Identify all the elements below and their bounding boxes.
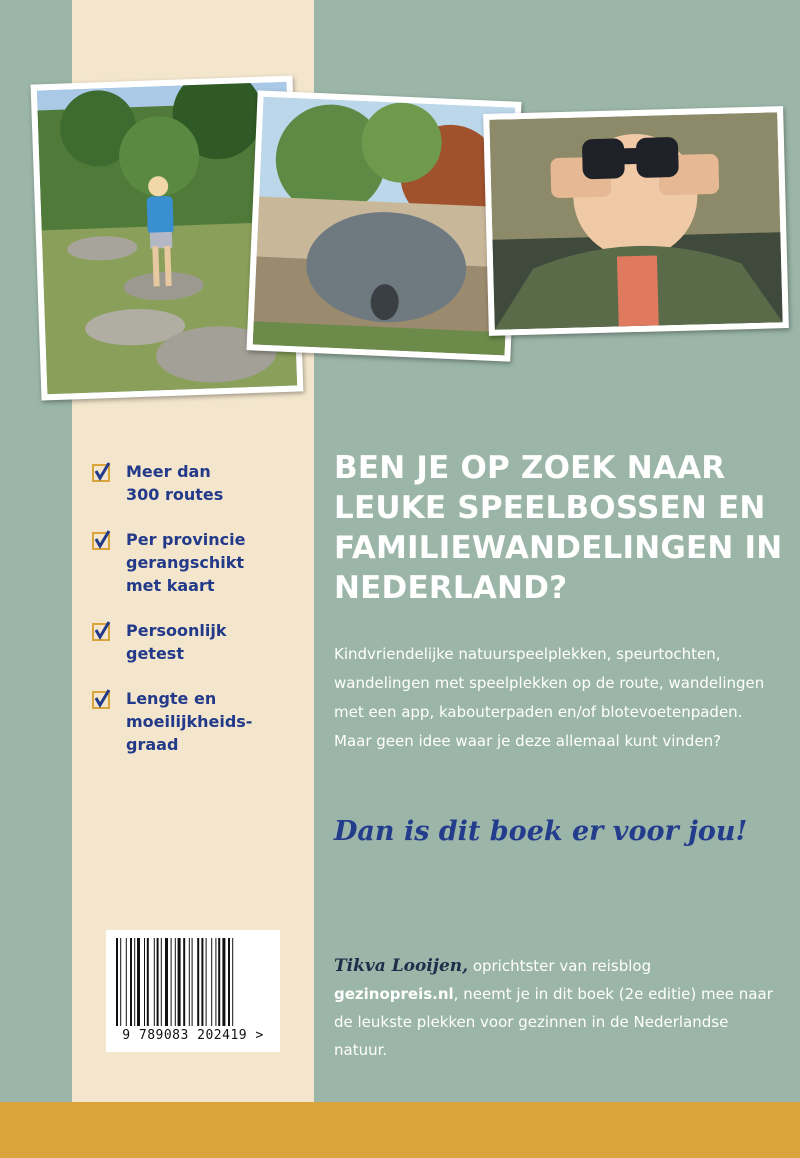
checkmark-icon xyxy=(92,530,112,550)
barcode-bar xyxy=(116,938,118,1026)
barcode-bar xyxy=(183,938,185,1026)
checkmark-icon xyxy=(92,621,112,641)
barcode-bar xyxy=(157,938,159,1026)
feature-text: Meer dan 300 routes xyxy=(126,462,224,504)
author-site: gezinopreis.nl xyxy=(334,985,454,1003)
barcode-bar xyxy=(130,938,132,1026)
barcode xyxy=(106,930,280,1052)
feature-text: Persoonlijk getest xyxy=(126,621,227,663)
intro-paragraph: Kindvriendelijke natuurspeelplekken, speurtochten, wandelingen met speelplekken op de route, wandelingen met een app, kabouterpaden en/of blotevoetenpaden. Maar geen idee waar je deze allemaal kunt vinden? xyxy=(334,645,765,750)
barcode-bar xyxy=(175,938,176,1026)
barcode-bar xyxy=(206,938,207,1026)
barcode-bar xyxy=(215,938,216,1026)
feature-item xyxy=(92,528,302,597)
barcode-bar xyxy=(189,938,190,1026)
photo-child-binoculars xyxy=(483,106,789,336)
author-role: oprichtster van reisblog xyxy=(468,957,652,975)
barcode-bar xyxy=(137,938,140,1026)
barcode-bar xyxy=(178,938,181,1026)
bottom-bar xyxy=(0,1102,800,1158)
barcode-bar xyxy=(120,938,121,1026)
barcode-bar xyxy=(126,938,127,1026)
barcode-bar xyxy=(192,938,193,1026)
barcode-bar xyxy=(228,938,230,1026)
barcode-bar xyxy=(154,938,155,1026)
author-paragraph xyxy=(334,952,774,1064)
barcode-bar xyxy=(144,938,145,1026)
barcode-bar xyxy=(211,938,212,1026)
tagline: Dan is dit boek er voor jou! xyxy=(334,816,748,847)
barcode-bars xyxy=(116,938,270,1026)
barcode-bar xyxy=(218,938,220,1026)
feature-list xyxy=(92,460,302,778)
photo-play-structure xyxy=(246,90,521,361)
author-name: Tikva Looijen, xyxy=(334,956,469,976)
author-rest: , neemt je in dit boek (2e editie) mee naar de leukste plekken voor gezinnen in de Nederlandse natuur. xyxy=(334,985,773,1059)
barcode-bar xyxy=(197,938,199,1026)
barcode-bar xyxy=(201,938,203,1026)
checkmark-icon xyxy=(92,462,112,482)
barcode-bar xyxy=(161,938,162,1026)
barcode-bar xyxy=(147,938,149,1026)
headline: BEN JE OP ZOEK NAAR LEUKE SPEELBOSSEN EN FAMILIEWANDELINGEN IN NEDERLAND? xyxy=(334,450,783,606)
barcode-number: 9 789083 202419 > xyxy=(122,1028,264,1043)
barcode-bar xyxy=(222,938,225,1026)
feature-item xyxy=(92,687,302,756)
barcode-bar xyxy=(171,938,172,1026)
barcode-bar xyxy=(232,938,233,1026)
feature-item xyxy=(92,460,302,506)
feature-text: Lengte en moeilijkheids- graad xyxy=(126,689,253,754)
barcode-bar xyxy=(134,938,135,1026)
feature-text: Per provincie gerangschikt met kaart xyxy=(126,530,246,595)
feature-item xyxy=(92,619,302,665)
barcode-bar xyxy=(165,938,168,1026)
checkmark-icon xyxy=(92,689,112,709)
